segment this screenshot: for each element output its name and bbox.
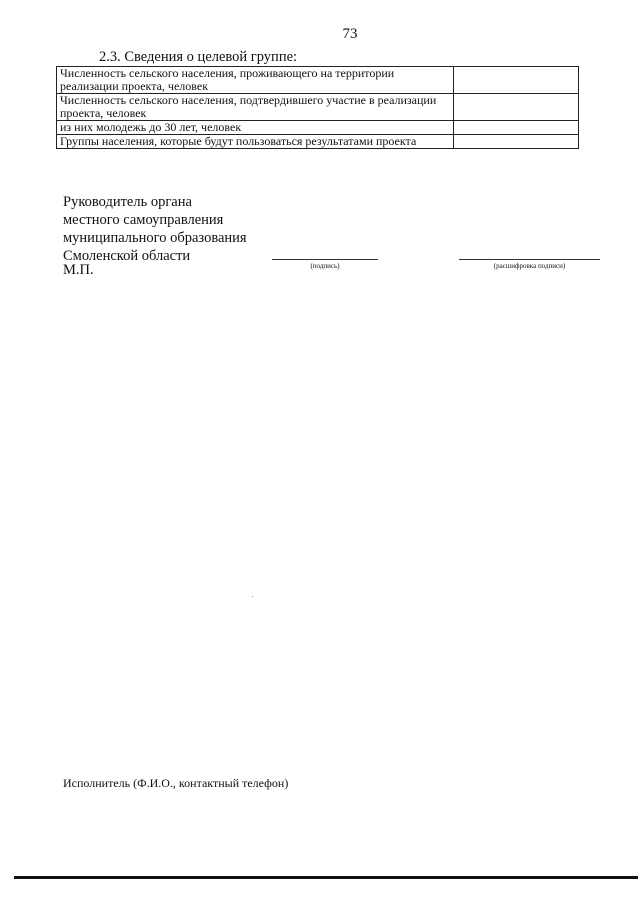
- page-number: 73: [342, 26, 358, 42]
- bottom-rule: [14, 876, 638, 879]
- row-label: из них молодежь до 30 лет, человек: [57, 121, 454, 135]
- row-label: Группы населения, которые будут пользоваться результатами проекта: [57, 135, 454, 149]
- table-row: [57, 121, 579, 135]
- signatory-line: Смоленской области: [63, 248, 191, 264]
- row-value: [454, 121, 579, 135]
- signature-decode-caption: (расшифровка подписи): [493, 262, 566, 270]
- signatory-line: муниципального образования: [63, 230, 247, 246]
- table-row: [57, 135, 579, 149]
- scan-speck: [252, 596, 253, 597]
- row-value: [454, 94, 579, 121]
- executor-label: Исполнитель (Ф.И.О., контактный телефон): [63, 776, 289, 790]
- table-row: [57, 94, 579, 121]
- row-label: Численность сельского населения, подтвердившего участие в реализации проекта, человек: [57, 94, 454, 121]
- signature-block: [63, 193, 247, 265]
- signature-caption: (подпись): [310, 262, 340, 270]
- signatory-line: Руководитель органа: [63, 194, 192, 210]
- row-value: [454, 135, 579, 149]
- signatory-line: местного самоуправления: [63, 212, 224, 228]
- table-row: [57, 67, 579, 94]
- stamp-label: М.П.: [63, 262, 94, 278]
- target-group-table: [56, 66, 579, 149]
- row-label: Численность сельского населения, проживающего на территории реализации проекта, человек: [57, 67, 454, 94]
- row-value: [454, 67, 579, 94]
- section-title: 2.3. Сведения о целевой группе:: [99, 49, 298, 65]
- signature-decode-line: [459, 259, 600, 260]
- signature-line: [272, 259, 378, 260]
